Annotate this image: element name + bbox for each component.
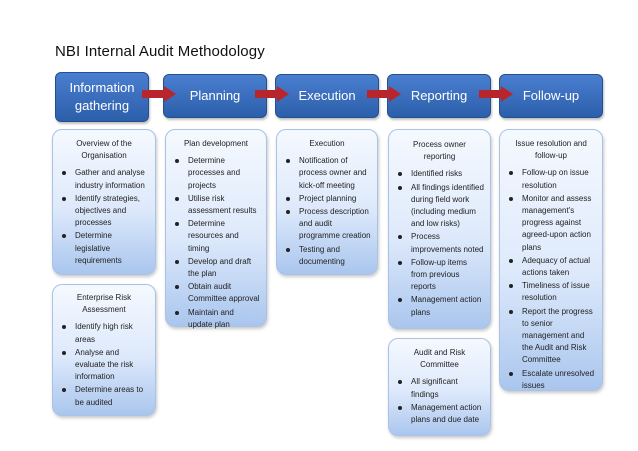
list-item: Follow-up on issue resolution [500, 167, 602, 191]
bullet-list [389, 376, 490, 426]
bullet-list [166, 155, 266, 331]
list-item: Follow-up items from previous reports [389, 257, 490, 294]
card-overview [52, 129, 156, 275]
list-item: All findings identified during field work (including medium and low risks) [389, 182, 490, 231]
bullet-list [277, 155, 377, 268]
list-item: Timeliness of issue resolution [500, 280, 602, 304]
arrow-right-icon [367, 86, 401, 102]
list-item: Identify high risk areas [53, 321, 155, 345]
list-item: Testing and documenting [277, 244, 377, 268]
arrow-right-icon [142, 86, 176, 102]
card-title: Plan development [183, 139, 249, 148]
list-item: Report the progress to senior management and the Audit and Risk Committee [500, 306, 602, 367]
list-item: All significant findings [389, 376, 490, 400]
list-item: Management action plans [389, 294, 490, 318]
card-execution [276, 129, 378, 275]
list-item: Project planning [277, 193, 377, 205]
list-item: Identify strategies, objectives and processes [53, 193, 155, 230]
card-title: Process owner reporting [413, 140, 466, 162]
card-enterprise-risk [52, 284, 156, 416]
list-item: Escalate unresolved issues [500, 368, 602, 392]
bullet-list [500, 167, 602, 392]
card-title: Issue resolution and follow-up [515, 139, 587, 161]
list-item: Identified risks [389, 168, 490, 180]
phase-follow-up: Follow-up [499, 74, 603, 118]
list-item: Develop and draft the plan [166, 256, 266, 280]
card-issue-resolution [499, 129, 603, 391]
arrow-right-icon [479, 86, 513, 102]
arrow-right-icon [255, 86, 289, 102]
list-item: Adequacy of actual actions taken [500, 255, 602, 279]
list-item: Determine resources and timing [166, 218, 266, 255]
list-item: Determine processes and projects [166, 155, 266, 192]
bullet-list [389, 168, 490, 318]
phase-reporting: Reporting [387, 74, 491, 118]
page-title: NBI Internal Audit Methodology [55, 43, 265, 60]
card-title: Enterprise Risk Assessment [76, 293, 132, 315]
bullet-list [53, 321, 155, 408]
list-item: Monitor and assess management's progress against agreed-upon action plans [500, 193, 602, 254]
list-item: Process improvements noted [389, 231, 490, 255]
card-plan-development [165, 129, 267, 327]
card-title: Execution [309, 139, 345, 148]
list-item: Process description and audit programme creation [277, 206, 377, 243]
phase-execution: Execution [275, 74, 379, 118]
card-title: Overview of the Organisation [76, 139, 132, 161]
list-item: Determine areas to be audited [53, 384, 155, 408]
list-item: Obtain audit Committee approval [166, 281, 266, 305]
card-title: Audit and Risk Committee [413, 348, 466, 370]
list-item: Determine legislative requirements [53, 230, 155, 267]
list-item: Management action plans and due date [389, 402, 490, 426]
phase-information-gathering: Information gathering [55, 72, 149, 122]
list-item: Utilise risk assessment results [166, 193, 266, 217]
list-item: Gather and analyse industry information [53, 167, 155, 191]
list-item: Notification of process owner and kick-off meeting [277, 155, 377, 192]
list-item: Analyse and evaluate the risk information [53, 347, 155, 384]
card-audit-risk-committee [388, 338, 491, 436]
card-process-owner-reporting [388, 129, 491, 329]
bullet-list [53, 167, 155, 267]
phase-planning: Planning [163, 74, 267, 118]
list-item: Maintain and update plan [166, 307, 266, 331]
